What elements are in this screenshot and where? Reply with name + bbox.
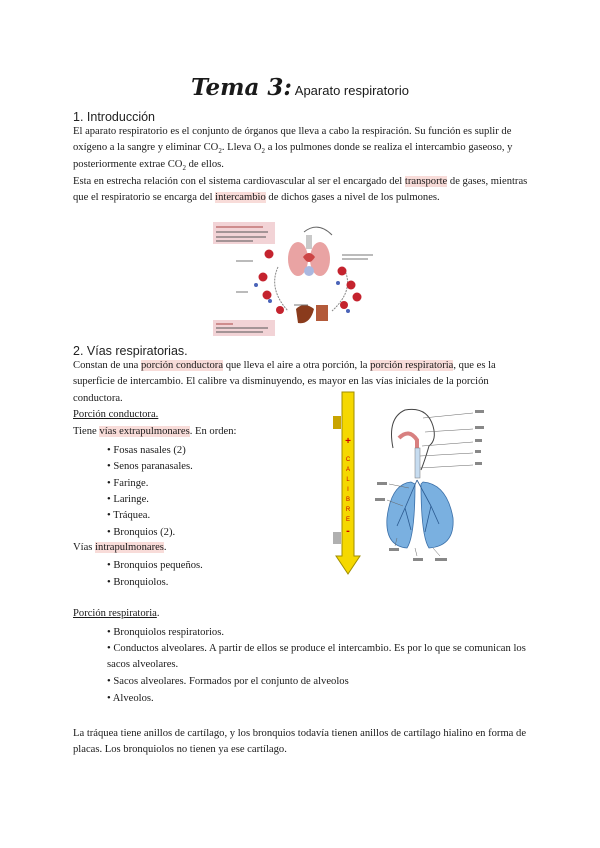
list-item: • Bronquios pequeños. [107, 560, 203, 571]
calibre-minus: - [346, 525, 350, 537]
list-item: • Conductos alveolares. A partir de ellos se produce el intercambio. Es por lo que se comunican los [107, 643, 526, 654]
list-item: • Faringe. [107, 478, 149, 489]
calibre-letter: I [347, 487, 349, 493]
page-title [0, 74, 600, 101]
list-item: • Laringe. [107, 494, 149, 505]
intro-paragraph-2: Esta en estrecha relación con el sistema cardiovascular al ser el encargado del transporte de gases, mientras que el respiratorio se encarga del intercambio de dichos gases a nivel de los pulmones. [73, 176, 528, 204]
title-main: Tema 3 [191, 74, 284, 101]
left-lung [387, 482, 415, 548]
calibre-letter: B [345, 497, 351, 503]
title-colon: : [283, 74, 292, 101]
list-item: • Tráquea. [107, 510, 151, 521]
intro-paragraph-1: El aparato respiratorio es el conjunto de órganos que lleva a cabo la respiración. Su función es suplir de oxígeno a la sangre y eliminar $CO_2$. Lleva $O_2$ a los pulmones donde se realiza el intercambio gaseoso, y posteriormente extrae $CO_2$ de ellos. [73, 126, 513, 172]
extrapulmonary-line: Tiene vías extrapulmonares. En orden: [73, 426, 237, 437]
respiratory-portion-title: Porción respiratoria. [73, 608, 160, 619]
calibre-letter: E [345, 517, 351, 523]
head-outline [392, 409, 435, 470]
lung-icon [333, 532, 341, 544]
airways-paragraph: Constan de una porción conductora que lleva el aire a otra porción, la porción respiratoria, que es la superficie de intercambio. El calibre va disminuyendo, es mayor en las vías iniciales de la porción conductora. [73, 360, 496, 404]
nose-icon [333, 416, 341, 429]
conducting-portion-title: Porción conductora. [73, 409, 159, 420]
intrapulmonary-line: Vías intrapulmonares. [73, 542, 167, 553]
right-lung [421, 482, 453, 548]
list-item: • Sacos alveolares. Formados por el conjunto de alveolos [107, 676, 349, 687]
calibre-letter: A [345, 467, 351, 473]
calibre-letter: L [346, 477, 350, 483]
trachea [415, 448, 420, 478]
list-item: • Fosas nasales (2) [107, 445, 186, 456]
title-sub: Aparato respiratorio [291, 83, 409, 98]
calibre-letter: C [345, 457, 351, 463]
calibre-plus: + [345, 436, 351, 447]
gas-exchange-cycle-diagram [208, 219, 393, 337]
upper-airway [399, 433, 417, 476]
list-item: • Alveolos. [107, 693, 154, 704]
airway-anatomy-diagram [325, 388, 485, 580]
list-item: • Senos paranasales. [107, 461, 193, 472]
list-item: sacos alveolares. [107, 659, 179, 670]
list-item: • Bronquios (2). [107, 527, 176, 538]
closing-paragraph: La tráquea tiene anillos de cartílago, y los bronquios todavía tienen anillos de cartílago hialino en forma de placas. Los bronquiolos no tienen ya ese cartílago. [73, 728, 527, 756]
list-item: • Bronquiolos respiratorios. [107, 627, 224, 638]
calibre-letter: R [345, 507, 351, 513]
list-item: • Bronquiolos. [107, 577, 169, 588]
section-heading-intro: 1. Introducción [73, 110, 155, 124]
section-heading-airways: 2. Vías respiratorias. [73, 344, 188, 358]
